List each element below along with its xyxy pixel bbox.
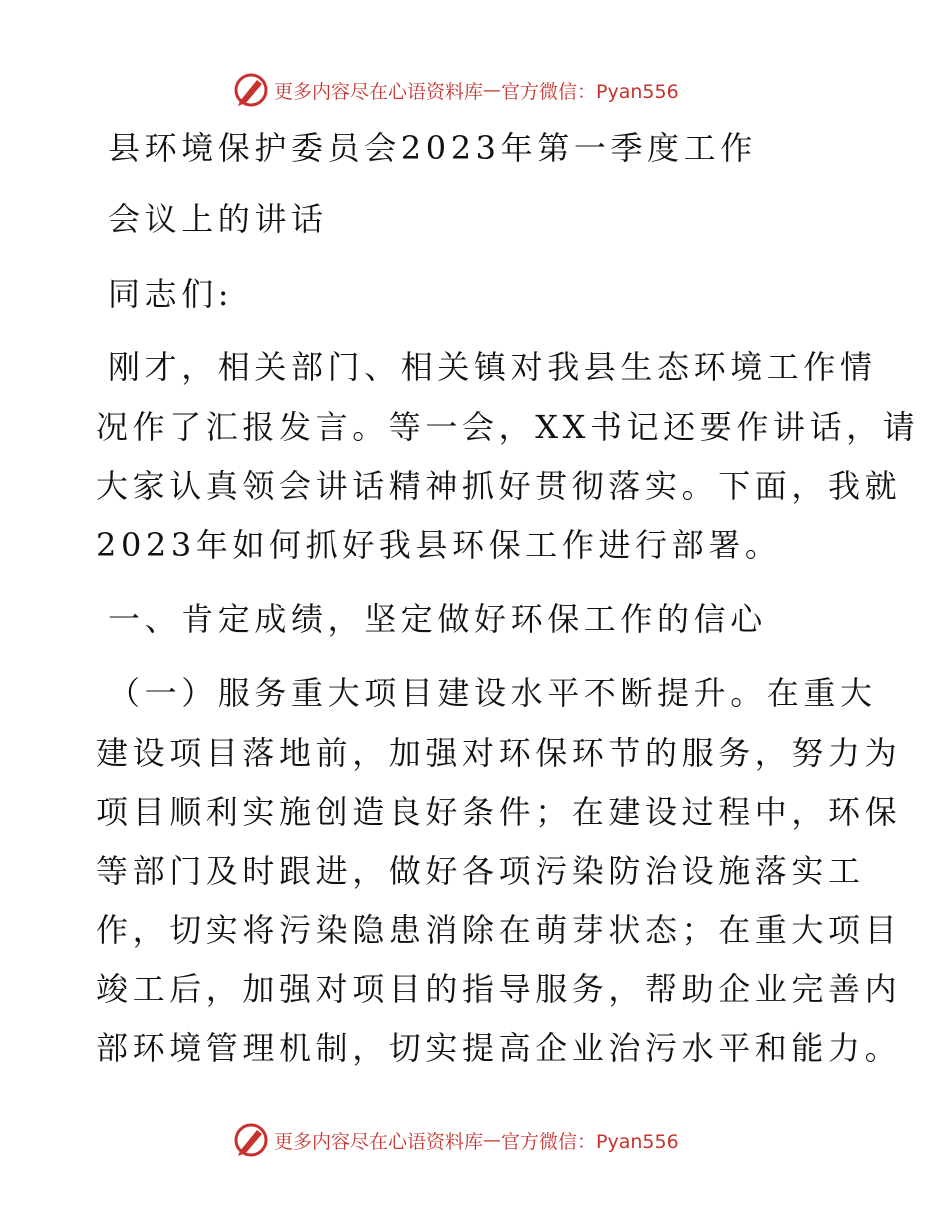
banner-text: 更多内容尽在心语资料库 (274, 80, 484, 103)
pen-logo-icon (232, 71, 270, 109)
pen-logo-icon (232, 1121, 270, 1159)
banner-separator: — (483, 1129, 502, 1151)
para2-line-5: 作，切实将污染隐患消除在萌芽状态；在重大项目 (96, 911, 902, 949)
doc-title-line-1: 县环境保护委员会2023年第一季度工作 (108, 129, 757, 167)
para2-line-3: 项目顺利实施创造良好条件；在建设过程中，环保 (96, 793, 902, 831)
banner-wechat: 官方微信：Pyan556 (501, 80, 679, 103)
para1-line-2: 况作了汇报发言。等一会，XX书记还要作讲话，请 (96, 408, 920, 446)
banner-wechat: 官方微信：Pyan556 (501, 1130, 679, 1153)
para2-line-2: 建设项目落地前，加强对环保环节的服务，努力为 (96, 734, 902, 772)
para2-line-4: 等部门及时跟进，做好各项污染防治设施落实工 (96, 852, 865, 890)
footer-banner (232, 1120, 679, 1160)
para2-line-7: 部环境管理机制，切实提高企业治污水平和能力。 (96, 1029, 902, 1067)
header-banner (232, 70, 679, 110)
para2-line-1: （一）服务重大项目建设水平不断提升。在重大 (108, 674, 877, 712)
banner-text: 更多内容尽在心语资料库 (274, 1130, 484, 1153)
doc-title-line-2: 会议上的讲话 (108, 200, 328, 238)
section-heading-1: 一、肯定成绩，坚定做好环保工作的信心 (108, 600, 767, 638)
salutation: 同志们: (108, 275, 234, 313)
para1-line-3: 大家认真领会讲话精神抓好贯彻落实。下面，我就 (96, 467, 902, 505)
para1-line-1: 刚才，相关部门、相关镇对我县生态环境工作情 (108, 348, 877, 386)
para1-line-4: 2023年如何抓好我县环保工作进行部署。 (96, 526, 782, 564)
para2-line-6: 竣工后，加强对项目的指导服务，帮助企业完善内 (96, 970, 902, 1008)
banner-separator: — (483, 79, 502, 101)
